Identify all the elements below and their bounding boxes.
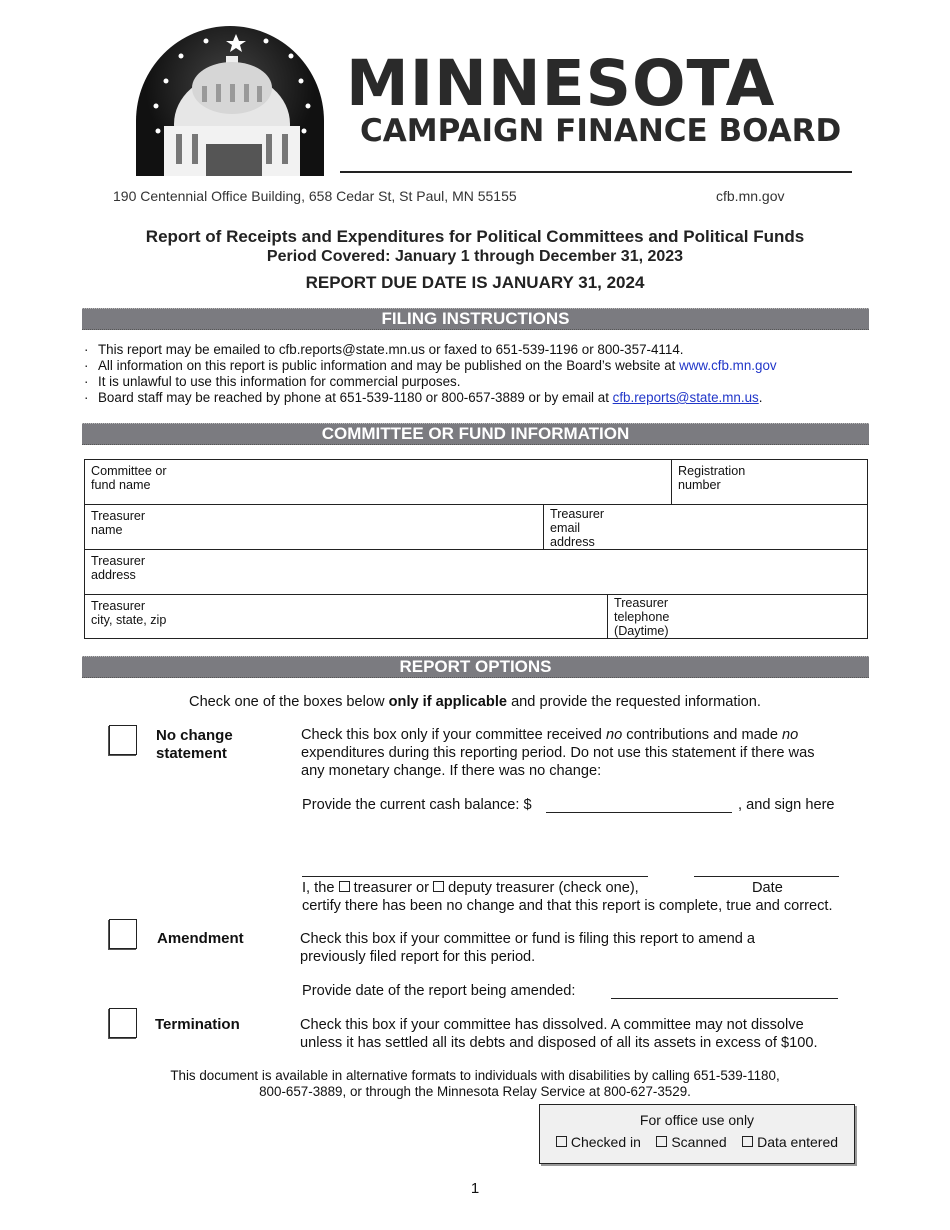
field-label: name <box>91 523 123 537</box>
field-label: number <box>678 478 721 492</box>
desc-line: any monetary change. If there was no change: <box>301 763 602 779</box>
options-intro <box>0 693 950 711</box>
report-options-heading: REPORT OPTIONS <box>82 656 869 678</box>
report-title: Report of Receipts and Expenditures for Political Committees and Political Funds <box>145 227 805 246</box>
capitol-seal-logo <box>136 26 324 176</box>
label-line: statement <box>156 745 227 762</box>
filing-instructions-heading: FILING INSTRUCTIONS <box>82 308 869 330</box>
desc-text: Check this box only if your committee received <box>301 727 606 743</box>
board-website: cfb.mn.gov <box>716 188 785 204</box>
field-label: (Daytime) <box>614 624 669 638</box>
desc-line: expenditures during this reporting period. Do not use this statement if there was <box>301 745 815 761</box>
office-use-box <box>539 1104 855 1164</box>
role-text: I, the <box>302 880 339 896</box>
label-line: No change <box>156 727 233 744</box>
role-text: treasurer or <box>349 880 434 896</box>
scanned-checkbox[interactable] <box>656 1136 667 1147</box>
treasurer-name-field[interactable] <box>85 505 543 549</box>
amendment-checkbox[interactable] <box>109 919 137 949</box>
role-text: deputy treasurer (check one), <box>444 880 639 896</box>
due-date: REPORT DUE DATE IS JANUARY 31, 2024 <box>305 273 645 292</box>
field-label: Treasurer <box>91 599 146 613</box>
desc-line: unless it has settled all its debts and disposed of all its assets in excess of $100. <box>300 1035 818 1051</box>
termination-description <box>300 1016 818 1052</box>
field-label: Registration <box>678 464 746 478</box>
signature-line[interactable] <box>302 876 648 877</box>
desc-emphasis: no <box>782 727 799 743</box>
field-label: fund name <box>91 478 151 492</box>
accessibility-notice <box>0 1068 950 1100</box>
field-label: Treasurer <box>614 596 669 610</box>
desc-line <box>301 726 815 744</box>
header-rule <box>340 171 852 173</box>
field-label: Committee or <box>91 464 167 478</box>
table-row <box>85 550 867 595</box>
treasurer-city-field[interactable] <box>85 595 607 638</box>
committee-name-field[interactable] <box>85 460 671 504</box>
treasurer-phone-field[interactable] <box>607 595 867 638</box>
list-item <box>82 342 872 358</box>
instruction-text: Board staff may be reached by phone at 651-539-1180 or 800-657-3889 or by email at <box>98 390 613 405</box>
instruction-text: This report may be emailed to cfb.reports@state.mn.us or faxed to 651-539-1196 or 800-357-4114. <box>98 342 684 357</box>
cash-balance-label: Provide the current cash balance: $ <box>302 797 532 813</box>
desc-line: Check this box if your committee or fund is filing this report to amend a <box>300 931 756 947</box>
data-entered-label: Data entered <box>757 1134 839 1150</box>
field-label: email <box>550 521 581 535</box>
date-label: Date <box>752 880 783 896</box>
list-item <box>82 374 872 390</box>
no-change-label <box>156 727 233 763</box>
email-link[interactable]: cfb.reports@state.mn.us <box>612 390 759 405</box>
field-label: address <box>550 535 595 549</box>
instruction-text: It is unlawful to use this information for commercial purposes. <box>98 374 461 389</box>
scanned-label: Scanned <box>671 1134 727 1150</box>
termination-label: Termination <box>155 1016 240 1033</box>
brand-subtitle: CAMPAIGN FINANCE BOARD <box>360 113 842 149</box>
board-address: 190 Centennial Office Building, 658 Cedar St, St Paul, MN 55155 <box>113 188 517 204</box>
notice-line: 800-657-3889, or through the Minnesota Relay Service at 800-627-3529. <box>259 1084 691 1099</box>
website-link[interactable]: www.cfb.mn.gov <box>679 358 777 373</box>
table-row <box>85 460 867 505</box>
period-covered: Period Covered: January 1 through December 31, 2023 <box>266 248 684 265</box>
officer-role-selector <box>302 879 639 897</box>
certify-statement: certify there has been no change and that this report is complete, true and correct. <box>302 898 833 914</box>
punctuation: . <box>758 390 763 405</box>
field-label: Treasurer <box>91 554 146 568</box>
no-change-checkbox[interactable] <box>109 725 137 755</box>
capitol-dome-icon <box>136 26 324 176</box>
sign-here-label: , and sign here <box>738 797 835 813</box>
data-entered-checkbox[interactable] <box>742 1136 753 1147</box>
committee-info-table <box>84 459 868 639</box>
amendment-label: Amendment <box>157 930 244 947</box>
termination-checkbox[interactable] <box>109 1008 137 1038</box>
page-number: 1 <box>470 1180 480 1197</box>
desc-text: contributions and made <box>622 727 783 743</box>
treasurer-email-field[interactable] <box>543 505 867 549</box>
field-label: address <box>91 568 136 582</box>
desc-emphasis: no <box>605 727 623 743</box>
treasurer-checkbox[interactable] <box>339 881 350 892</box>
no-change-description <box>301 726 815 780</box>
field-label: telephone <box>614 610 670 624</box>
committee-info-heading: COMMITTEE OR FUND INFORMATION <box>82 423 869 445</box>
office-use-checks <box>540 1134 854 1150</box>
deputy-treasurer-checkbox[interactable] <box>433 881 444 892</box>
notice-line: This document is available in alternative formats to individuals with disabilities by calling 651-539-1180, <box>170 1068 780 1083</box>
list-item <box>82 358 872 374</box>
treasurer-address-field[interactable] <box>85 550 867 594</box>
intro-text: Check one of the boxes below <box>189 694 389 710</box>
instruction-text: All information on this report is public information and may be published on the Board’s website at <box>98 358 680 373</box>
table-row <box>85 595 867 638</box>
checked-in-label: Checked in <box>570 1134 641 1150</box>
field-label: Treasurer <box>550 507 605 521</box>
intro-text: and provide the requested information. <box>507 694 761 710</box>
registration-number-field[interactable] <box>671 460 867 504</box>
office-use-title: For office use only <box>639 1112 755 1128</box>
intro-emphasis: only if applicable <box>388 694 508 710</box>
field-label: Treasurer <box>91 509 146 523</box>
checked-in-checkbox[interactable] <box>556 1136 567 1147</box>
cash-balance-input[interactable] <box>546 812 732 813</box>
filing-instructions-list <box>82 342 872 406</box>
list-item <box>82 390 872 406</box>
desc-line: previously filed report for this period. <box>300 949 536 965</box>
brand-title: MINNESOTA <box>346 47 776 120</box>
date-line[interactable] <box>694 876 839 877</box>
amended-date-label: Provide date of the report being amended: <box>302 983 576 999</box>
amendment-description <box>300 930 755 966</box>
desc-line: Check this box if your committee has dissolved. A committee may not dissolve <box>300 1017 804 1033</box>
amended-date-input[interactable] <box>611 998 838 999</box>
table-row <box>85 505 867 550</box>
field-label: city, state, zip <box>91 613 167 627</box>
